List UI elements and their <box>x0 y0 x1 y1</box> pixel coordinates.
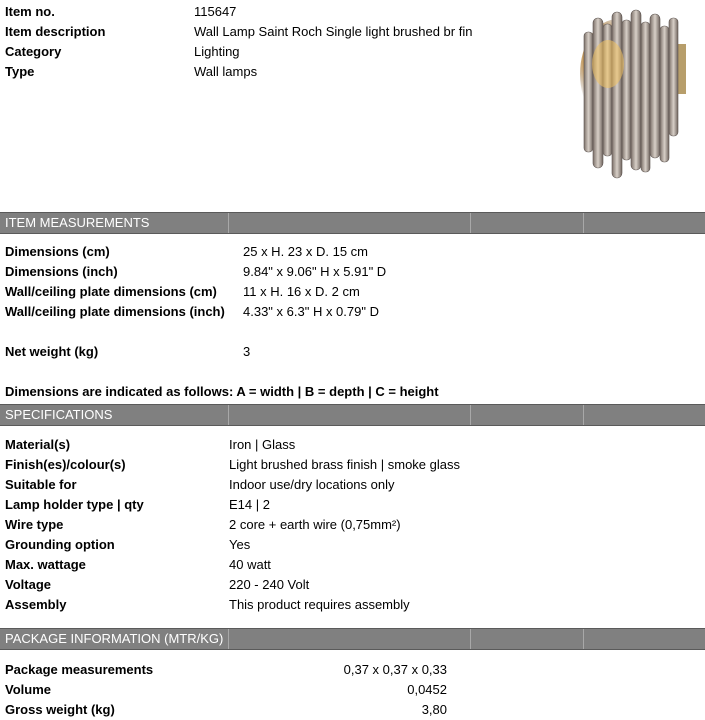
suitable-for-value: Indoor use/dry locations only <box>229 477 395 492</box>
header-divider <box>228 213 229 233</box>
category-value: Lighting <box>194 44 240 59</box>
item-description-label: Item description <box>5 24 106 39</box>
assembly-label: Assembly <box>5 597 67 612</box>
package-section-header <box>0 628 705 650</box>
net-weight-value: 3 <box>243 344 251 359</box>
header-divider <box>470 213 471 233</box>
max-wattage-label: Max. wattage <box>5 557 86 572</box>
item-no-value: 115647 <box>194 4 237 19</box>
measurements-title: ITEM MEASUREMENTS <box>5 215 150 230</box>
header-divider <box>583 405 584 425</box>
package-title: PACKAGE INFORMATION (MTR/KG) <box>5 631 224 646</box>
wire-type-value: 2 core + earth wire (0,75mm²) <box>229 517 401 532</box>
lamp-holder-label: Lamp holder type | qty <box>5 497 144 512</box>
specifications-title: SPECIFICATIONS <box>5 407 113 422</box>
dimensions-cm-label: Dimensions (cm) <box>5 244 110 259</box>
item-description-value: Wall Lamp Saint Roch Single light brushed br fin <box>194 24 473 39</box>
max-wattage-value: 40 watt <box>229 557 271 572</box>
net-weight-label: Net weight (kg) <box>5 344 99 359</box>
category-label: Category <box>5 44 62 59</box>
header-divider <box>583 213 584 233</box>
type-label: Type <box>5 64 35 79</box>
plate-dimensions-cm-value: 11 x H. 16 x D. 2 cm <box>243 284 360 299</box>
header-divider <box>470 629 471 649</box>
finish-label: Finish(es)/colour(s) <box>5 457 126 472</box>
header-divider <box>583 629 584 649</box>
header-divider <box>228 629 229 649</box>
grounding-value: Yes <box>229 537 251 552</box>
dimensions-note: Dimensions are indicated as follows: A = width | B = depth | C = height <box>5 384 439 399</box>
wall-lamp-photo <box>578 4 700 186</box>
volume-label: Volume <box>5 682 51 697</box>
item-no-label: Item no. <box>5 4 55 19</box>
plate-dimensions-inch-value: 4.33" x 6.3" H x 0.79" D <box>243 304 379 319</box>
lamp-holder-value: E14 | 2 <box>229 497 270 512</box>
dimensions-inch-label: Dimensions (inch) <box>5 264 118 279</box>
volume-value: 0,0452 <box>407 682 447 697</box>
voltage-label: Voltage <box>5 577 51 592</box>
measurements-section-header <box>0 212 705 234</box>
dimensions-inch-value: 9.84" x 9.06" H x 5.91" D <box>243 264 387 279</box>
suitable-for-label: Suitable for <box>5 477 77 492</box>
grounding-label: Grounding option <box>5 537 115 552</box>
plate-dimensions-inch-label: Wall/ceiling plate dimensions (inch) <box>5 304 225 319</box>
material-value: Iron | Glass <box>229 437 296 452</box>
finish-value: Light brushed brass finish | smoke glass <box>229 457 460 472</box>
gross-weight-label: Gross weight (kg) <box>5 702 115 717</box>
header-divider <box>470 405 471 425</box>
header-divider <box>228 405 229 425</box>
type-value: Wall lamps <box>194 64 258 79</box>
dimensions-cm-value: 25 x H. 23 x D. 15 cm <box>243 244 368 259</box>
wire-type-label: Wire type <box>5 517 64 532</box>
assembly-value: This product requires assembly <box>229 597 410 612</box>
gross-weight-value: 3,80 <box>421 702 447 717</box>
material-label: Material(s) <box>5 437 71 452</box>
voltage-value: 220 - 240 Volt <box>229 577 310 592</box>
package-measurements-value: 0,37 x 0,37 x 0,33 <box>343 662 447 677</box>
specifications-section-header <box>0 404 705 426</box>
plate-dimensions-cm-label: Wall/ceiling plate dimensions (cm) <box>5 284 217 299</box>
package-measurements-label: Package measurements <box>5 662 154 677</box>
